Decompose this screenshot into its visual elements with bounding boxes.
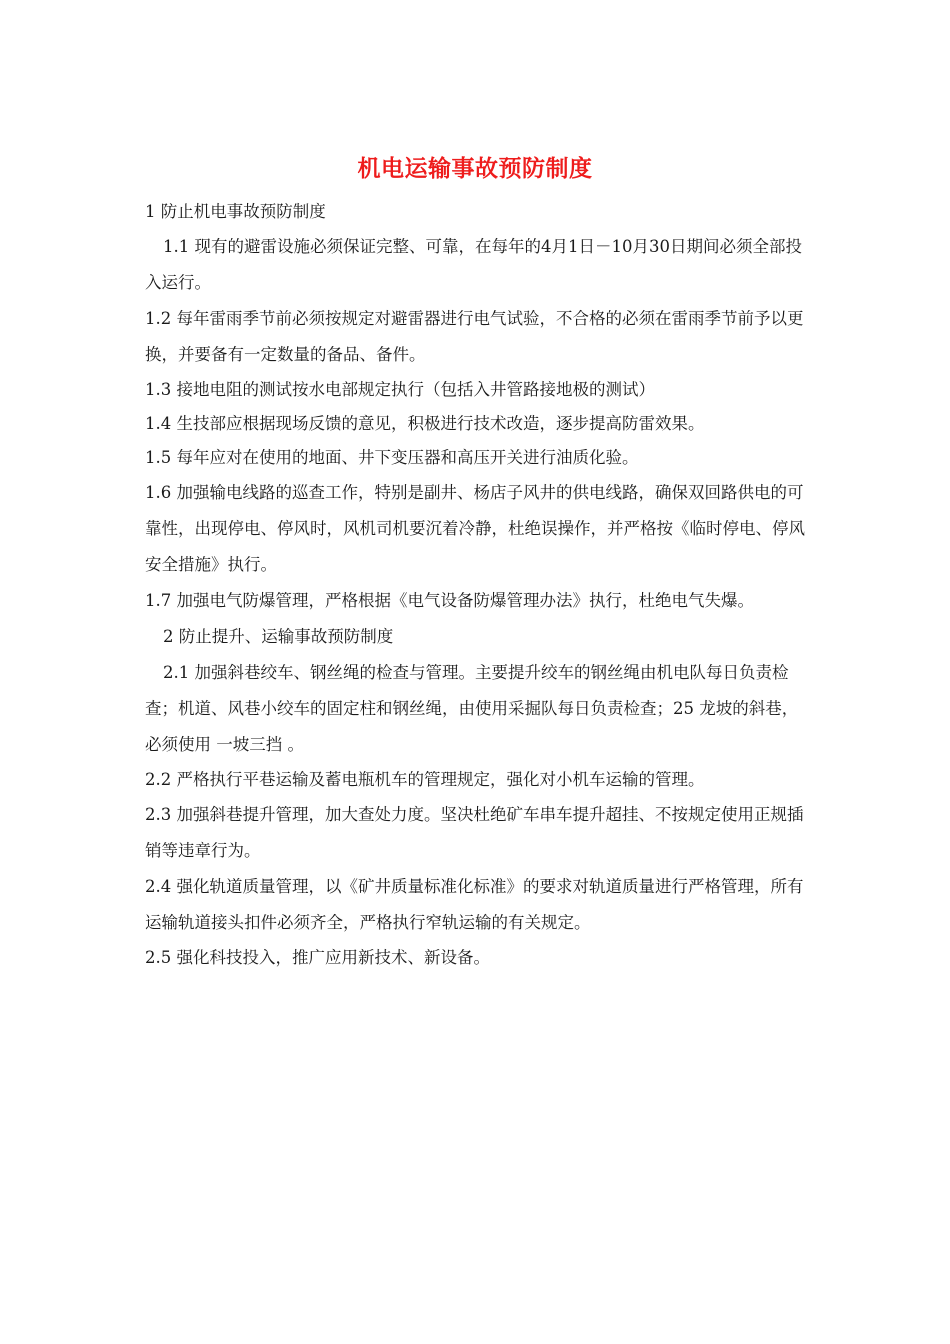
paragraph-1-2: 1.2 每年雷雨季节前必须按规定对避雷器进行电气试验，不合格的必须在雷雨季节前予以更换，并要备有一定数量的备品、备件。 — [145, 309, 804, 364]
paragraph-1-1: 1.1 现有的避雷设施必须保证完整、可靠，在每年的4月1日－10月30日期间必须全部投入运行。 — [145, 237, 802, 292]
paragraph-1-6: 1.6 加强输电线路的巡查工作，特别是副井、杨店子风井的供电线路，确保双回路供电的可靠性，出现停电、停风时，风机司机要沉着冷静，杜绝误操作，并严格按《临时停电、停风安全措施》执行。 — [145, 483, 805, 574]
document-body — [145, 195, 810, 975]
paragraph-1-5: 1.5 每年应对在使用的地面、井下变压器和高压开关进行油质化验。 — [145, 448, 639, 467]
paragraph-2-2: 2.2 严格执行平巷运输及蓄电瓶机车的管理规定，强化对小机车运输的管理。 — [145, 770, 705, 789]
section-heading-2: 2 防止提升、运输事故预防制度 — [163, 627, 394, 646]
paragraph-2-3: 2.3 加强斜巷提升管理，加大查处力度。坚决杜绝矿车串车提升超挂、不按规定使用正规插销等违章行为。 — [145, 805, 804, 860]
document-title: 机电运输事故预防制度 — [357, 155, 593, 182]
paragraph-1-3: 1.3 接地电阻的测试按水电部规定执行（包括入井管路接地极的测试） — [145, 380, 655, 399]
paragraph-1-7: 1.7 加强电气防爆管理，严格根据《电气设备防爆管理办法》执行，杜绝电气失爆。 — [145, 591, 754, 610]
paragraph-1-4: 1.4 生技部应根据现场反馈的意见，积极进行技术改造，逐步提高防雷效果。 — [145, 414, 705, 433]
paragraph-2-1: 2.1 加强斜巷绞车、钢丝绳的检查与管理。主要提升绞车的钢丝绳由机电队每日负责检查；机道、风巷小绞车的固定柱和钢丝绳，由使用采掘队每日负责检查；25 龙坡的斜巷，必须使用 一坡三挡 。 — [145, 663, 799, 754]
paragraph-2-5: 2.5 强化科技投入，推广应用新技术、新设备。 — [145, 948, 490, 967]
section-heading-1: 1 防止机电事故预防制度 — [145, 202, 326, 221]
paragraph-2-4: 2.4 强化轨道质量管理，以《矿井质量标准化标准》的要求对轨道质量进行严格管理，所有运输轨道接头扣件必须齐全，严格执行窄轨运输的有关规定。 — [145, 877, 804, 932]
